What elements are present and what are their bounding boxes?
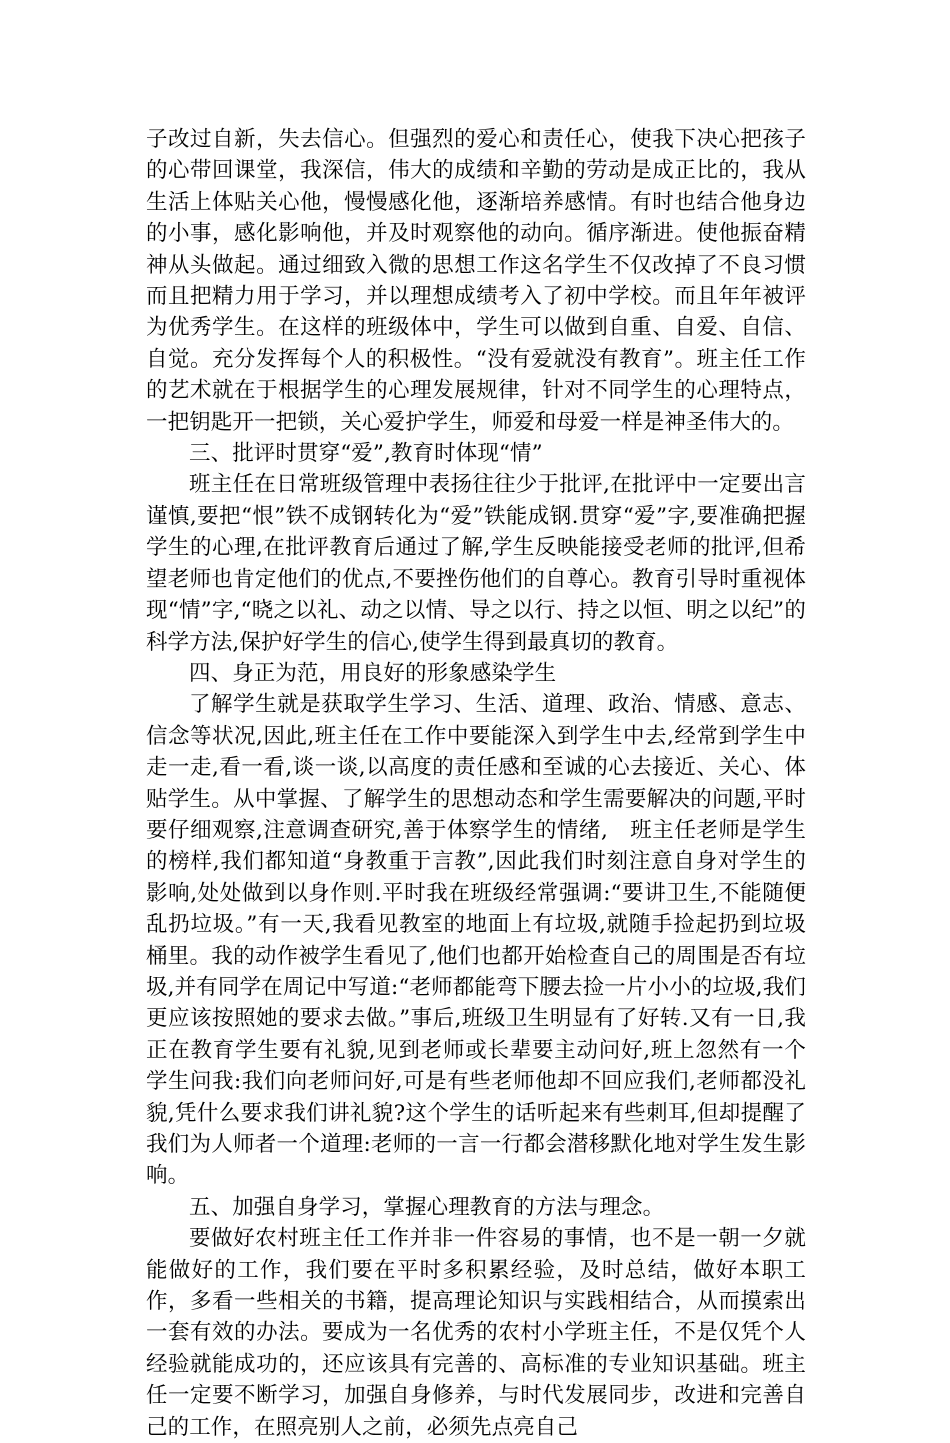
section-heading-4: 四、身正为范，用良好的形象感染学生 [189, 660, 557, 686]
document-body [146, 124, 806, 1443]
section-heading-5: 五、加强自身学习，掌握心理教育的方法与理念。 [189, 1194, 665, 1220]
section-heading-3: 三、批评时贯穿“爱”,教育时体现“情” [189, 441, 543, 467]
paragraph-role-model: 了解学生就是获取学生学习、生活、道理、政治、情感、意志、信念等状况,因此,班主任在工作中要能深入到学生中去,经常到学生中走一走,看一看,谈一谈,以高度的责任感和至诚的心去接近、关心、体贴学生。从中掌握、了解学生的思想动态和学生需要解决的问题,平时要仔细观察,注意调查研究,善于体察学生的情绪, 班主任老师是学生的榜样,我们都知道“身教重于言教”,因此我们时刻注意自身对学生的影响,处处做到以身作则.平时我在班级经常强调:“要讲卫生,不能随便乱扔垃圾。”有一天,我看见教室的地面上有垃圾,就随手捡起扔到垃圾桶里。我的动作被学生看见了,他们也都开始检查自己的周围是否有垃圾,并有同学在周记中写道:“老师都能弯下腰去捡一片小小的垃圾,我们更应该按照她的要求去做。”事后,班级卫生明显有了好转.又有一日,我正在教育学生要有礼貌,见到老师或长辈要主动问好,班上忽然有一个学生问我:我们向老师问好,可是有些老师他却不回应我们,老师都没礼貌,凭什么要求我们讲礼貌?这个学生的话听起来有些刺耳,但却提醒了我们为人师者一个道理:老师的一言一行都会潜移默化地对学生发生影响。 [146, 692, 806, 1189]
paragraph-self-study: 要做好农村班主任工作并非一件容易的事情，也不是一朝一夕就能做好的工作，我们要在平时多积累经验，及时总结，做好本职工作，多看一些相关的书籍，提高理论知识与实践相结合，从而摸索出一套有效的办法。要成为一名优秀的农村小学班主任，不是仅凭个人经验就能成功的，还应该具有完善的、高标准的专业知识基础。班主任一定要不断学习，加强自身修养，与时代发展同步，改进和完善自己的工作，在照亮别人之前，必须先点亮自己 [146, 1226, 806, 1440]
paragraph-continuation: 子改过自新，失去信心。但强烈的爱心和责任心，使我下决心把孩子的心带回课堂，我深信，伟大的成绩和辛勤的劳动是成正比的，我从生活上体贴关心他，慢慢感化他，逐渐培养感情。有时也结合他身边的小事，感化影响他，并及时观察他的动向。循序渐进。使他振奋精神从头做起。通过细致入微的思想工作这名学生不仅改掉了不良习惯而且把精力用于学习，并以理想成绩考入了初中学校。而且年年被评为优秀学生。在这样的班级体中，学生可以做到自重、自爱、自信、自觉。充分发挥每个人的积极性。“没有爱就没有教育”。班主任工作的艺术就在于根据学生的心理发展规律，针对不同学生的心理特点，一把钥匙开一把锁，关心爱护学生，师爱和母爱一样是神圣伟大的。 [146, 127, 806, 435]
paragraph-criticism: 班主任在日常班级管理中表扬往往少于批评,在批评中一定要出言谨慎,要把“恨”铁不成钢转化为“爱”铁能成钢.贯穿“爱”字,要准确把握学生的心理,在批评教育后通过了解,学生反映能接受老师的批评,但希望老师也肯定他们的优点,不要挫伤他们的自尊心。教育引导时重视体现“情”字,“晓之以礼、动之以情、导之以行、持之以恒、明之以纪”的科学方法,保护好学生的信心,使学生得到最真切的教育。 [146, 472, 806, 655]
